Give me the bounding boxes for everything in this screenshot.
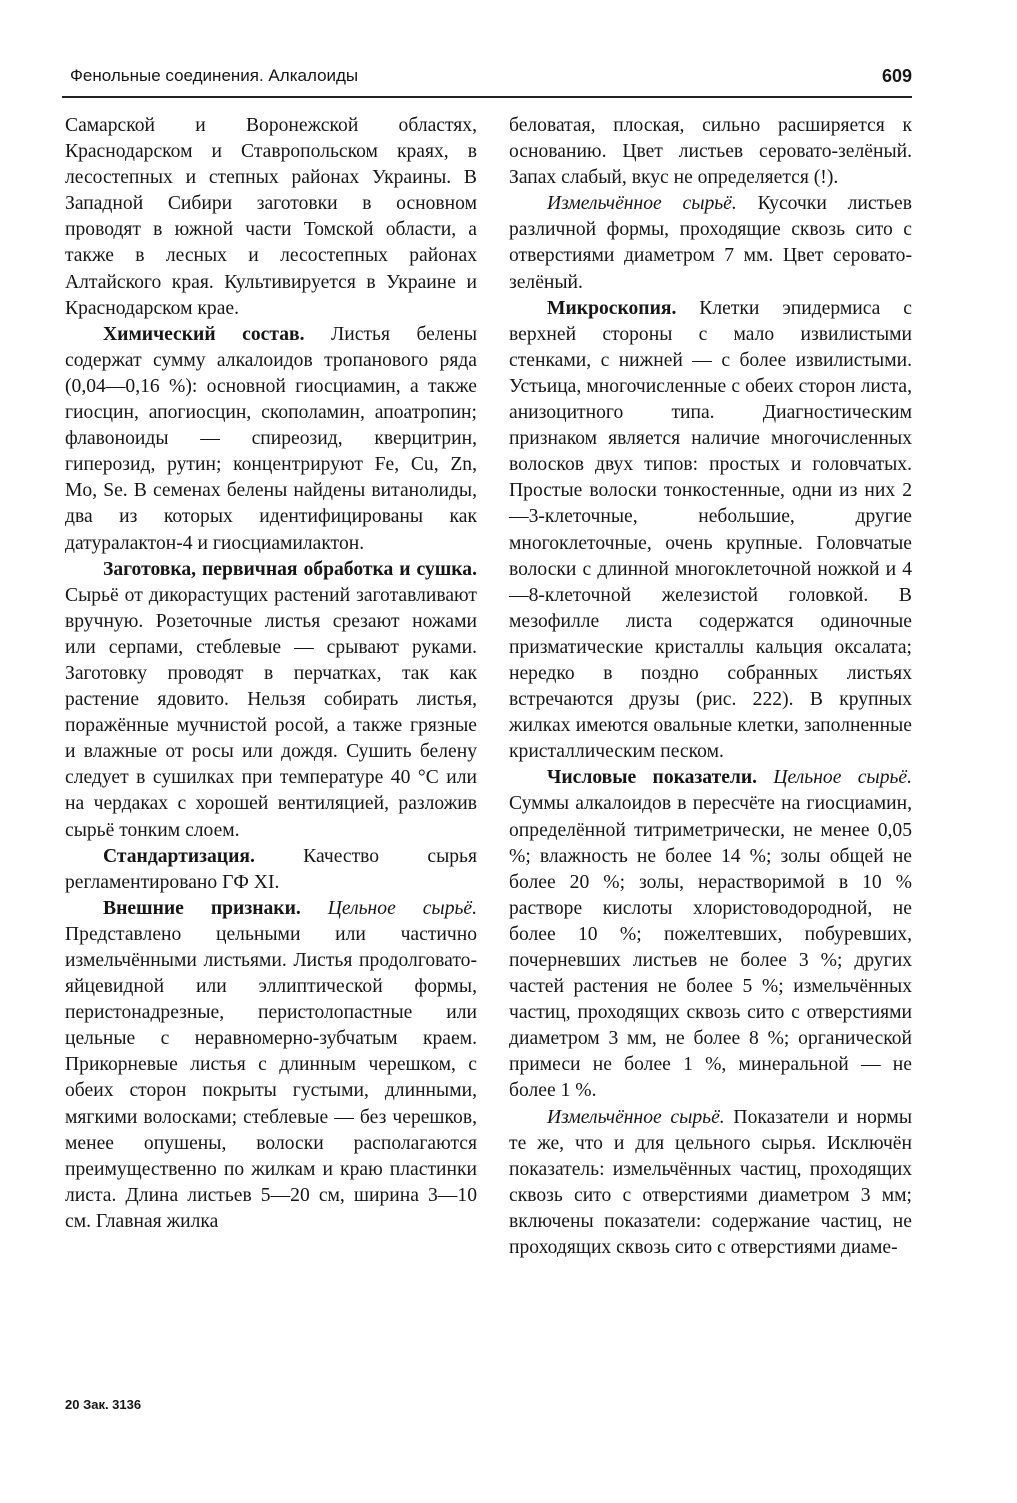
paragraph-crushed-indicators: Измельчённое сырьё. Показатели и нормы те же, что и для цельного сырья. Исключён показатель: измельчённых частиц, проходящих сквозь сито с отверстиями диаметром 3 мм; включены показатели: содержание частиц, не проходящих сквозь сито с отверстиями диаме- [509,1106,912,1259]
running-title: Фенольные соединения. Алкалоиды [70,66,359,85]
paragraph-crushed-raw: Измельчённое сырьё. Кусочки листьев различной формы, проходящие сквозь сито с отверстиями диаметром 7 мм. Цвет серовато-зелёный. [509,193,912,293]
section-heading-microscopy: Микроскопия. [547,297,677,319]
section-heading-numeric: Числовые показатели. [547,767,758,789]
print-order-footer: 20 Зак. 3136 [65,1397,142,1412]
section-heading-standardization: Стандартизация. [103,845,255,867]
paragraph-numeric-indicators: Числовые показатели. Цельное сырьё. Суммы алкалоидов в пересчёте на гиосциамин, определённой титриметрически, не менее 0,05 %; влажность не более 14 %; золы общей не более 20 %; золы, нерастворимой в 10 % растворе кислоты хлористоводородной, не более 10 %; пожелтевших, побуревших, почерневших листьев не более 3 %; других частей растения не более 5 %; измельчённых частиц, проходящих сквозь сито с отверстиями диаметром 3 мм, не более 8 %; органической примеси не более 1 %, минеральной — не более 1 %. [509,767,913,1102]
paragraph-microscopy: Микроскопия. Клетки эпидермиса с верхней стороны с мало извилистыми стенками, с нижней — с более извилистыми. Устьица, многочисленные с обеих сторон листа, анизоцитного типа. Диагностическим признаком является наличие многочисленных волосков двух типов: простых и головчатых. Простые волоски тонкостенные, одни из них 2—3-клеточные, небольшие, другие многоклеточные, очень крупные. Головчатые волоски с длинной многоклеточной ножкой и 4—8-клеточной железистой головкой. В мезофилле листа содержатся одиночные призматические кристаллы кальция оксалата; нередко в поздно собранных листьях встречаются друзы (рис. 222). В крупных жилках имеются овальные клетки, заполненные кристаллическим песком. [509,297,912,763]
paragraph-external-features: Внешние признаки. Цельное сырьё. Представлено цельными или частично измельчёнными листьями. Листья продолговато-яйцевидной или эллиптической формы, перистонадрезные, перистолопастные или цельные с неравномерно-зубчатым краем. Прикорневые листья с длинным черешком, с обеих сторон покрыты густыми, длинными, мягкими волосками; стеблевые — без черешков, менее опушены, волоски располагаются преимущественно по жилкам и краю пластинки листа. Длина листьев 5—20 см, ширина 3—10 см. Главная жилка [65,897,478,1232]
subheading-crushed-indicators: Измельчённое сырьё. [547,1106,725,1128]
section-heading-chemical: Химический состав. [103,323,305,345]
page-number: 609 [881,66,912,86]
paragraph-chemical-composition: Химический состав. Листья белены содержат сумму алкалоидов тропанового ряда (0,04—0,16 %): основной гиосциамин, а также гиосцин, апогиосцин, скополамин, апоатропин; флавоноиды — спиреозид, кверцитрин, гиперозид, рутин; концентрируют Fe, Cu, Zn, Mo, Se. В семенах белены найдены витанолиды, два из которых идентифицированы как датуралактон-4 и гиосциамилактон. [65,323,477,554]
paragraph-regions: Самарской и Воронежской областях, Краснодарском и Ставропольском краях, в лесостепных и степных районах Украины. В Западной Сибири заготовки в основном проводят в южной части Томской области, а также в лесных и лесостепных районах Алтайского края. Культивируется в Украине и Краснодарском крае. [65,115,477,319]
paragraph-standardization: Стандартизация. Качество сырья регламентировано ГФ XI. [65,845,477,893]
paragraph-vein-description: беловатая, плоская, сильно расширяется к основанию. Цвет листьев серовато-зелёный. Запах слабый, вкус не определяется (!). [509,115,912,189]
section-heading-harvesting: Заготовка, первичная обработка и сушка. [103,558,477,580]
page-header [62,62,912,98]
paragraph-harvesting: Заготовка, первичная обработка и сушка. Сырьё от дикорастущих растений заготавливают вручную. Розеточные листья срезают ножами или серпами, стеблевые — срывают руками. Заготовку проводят в перчатках, так как растение ядовито. Нельзя собирать листья, поражённые мучнистой росой, а также грязные и влажные от росы или дождя. Сушить белену следует в сушилках при температуре 40 °С или на чердаках с хорошей вентиляцией, разложив сырьё тонким слоем. [65,558,477,841]
left-column [65,113,477,1235]
subheading-crushed: Измельчённое сырьё. [547,193,737,215]
right-column [509,113,912,1261]
section-heading-external: Внешние признаки. [103,897,301,919]
